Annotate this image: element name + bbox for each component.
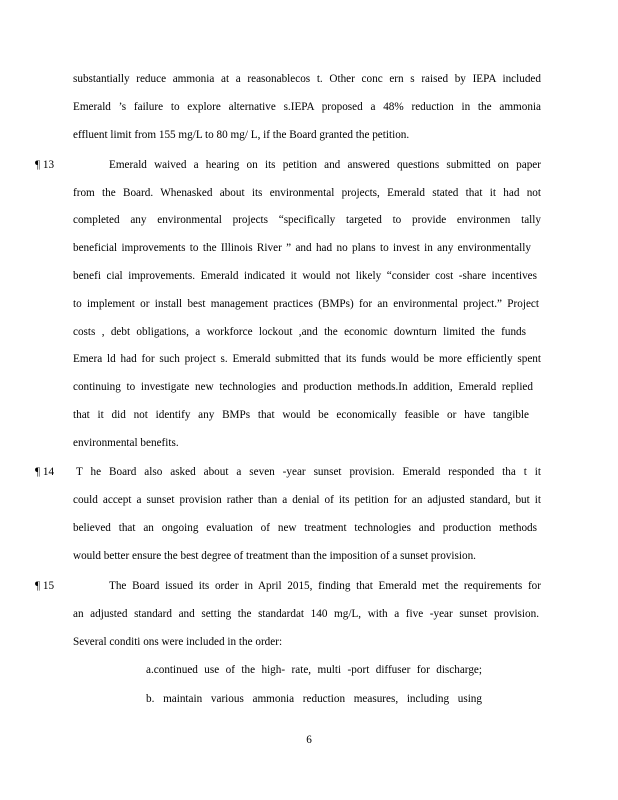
page-number: 6 bbox=[306, 734, 312, 746]
paragraph-13-line-2: from the Board. Whenasked about its environmental projects, Emerald stated that it had not bbox=[73, 187, 541, 199]
paragraph-12-line-1: substantially reduce ammonia at a reasonablecos t. Other conc ern s raised by IEPA included bbox=[73, 73, 541, 85]
paragraph-15-line-1: The Board issued its order in April 2015, finding that Emerald met the requirements for bbox=[109, 580, 541, 592]
paragraph-14-line-2: could accept a sunset provision rather than a denial of its petition for an adjusted standard, but it bbox=[73, 494, 541, 506]
paragraph-13-line-11: environmental benefits. bbox=[73, 437, 179, 449]
paragraph-13-line-10: that it did not identify any BMPs that would be economically feasible or have tangible bbox=[73, 409, 529, 421]
paragraph-13-line-6: to implement or install best management practices (BMPs) for an environmental project.” Project bbox=[73, 298, 539, 310]
paragraph-15-line-2: an adjusted standard and setting the standardat 140 mg/L, with a five -year sunset provision. bbox=[73, 608, 539, 620]
condition-list-item: a.continued use of the high- rate, multi -port diffuser for discharge; bbox=[146, 664, 482, 676]
paragraph-13-line-1: Emerald waived a hearing on its petition and answered questions submitted on paper bbox=[109, 159, 541, 171]
paragraph-13-line-5: benefi cial improvements. Emerald indicated it would not likely “consider cost -share incentives bbox=[73, 270, 537, 282]
paragraph-13-line-7: costs , debt obligations, a workforce lockout ,and the economic downturn limited the funds bbox=[73, 326, 526, 338]
paragraph-13-line-9: continuing to investigate new technologies and production methods.In addition, Emerald replied bbox=[73, 381, 533, 393]
paragraph-12-line-3: effluent limit from 155 mg/L to 80 mg/ L, if the Board granted the petition. bbox=[73, 129, 410, 141]
paragraph-13-line-4: beneficial improvements to the Illinois River ” and had no plans to invest in any environmentally bbox=[73, 242, 531, 254]
paragraph-14-line-4: would better ensure the best degree of treatment than the imposition of a sunset provision. bbox=[73, 550, 476, 562]
condition-list-item: b. maintain various ammonia reduction measures, including using bbox=[146, 693, 482, 705]
paragraph-12-line-2: Emerald ’s failure to explore alternative s.IEPA proposed a 48% reduction in the ammonia bbox=[73, 101, 541, 113]
paragraph-mark-15: ¶ 15 bbox=[35, 580, 55, 592]
paragraph-mark-13: ¶ 13 bbox=[35, 159, 55, 171]
paragraph-14-line-1: T he Board also asked about a seven -year sunset provision. Emerald responded tha t it bbox=[76, 466, 541, 478]
paragraph-13-line-3: completed any environmental projects “specifically targeted to provide environmen tally bbox=[73, 214, 541, 226]
paragraph-15-line-3: Several conditi ons were included in the order: bbox=[73, 636, 283, 648]
paragraph-13-line-8: Emera ld had for such project s. Emerald submitted that its funds would be more efficiently spent bbox=[73, 353, 541, 365]
paragraph-14-line-3: believed that an ongoing evaluation of new treatment technologies and production methods bbox=[73, 522, 537, 534]
paragraph-mark-14: ¶ 14 bbox=[35, 466, 55, 478]
